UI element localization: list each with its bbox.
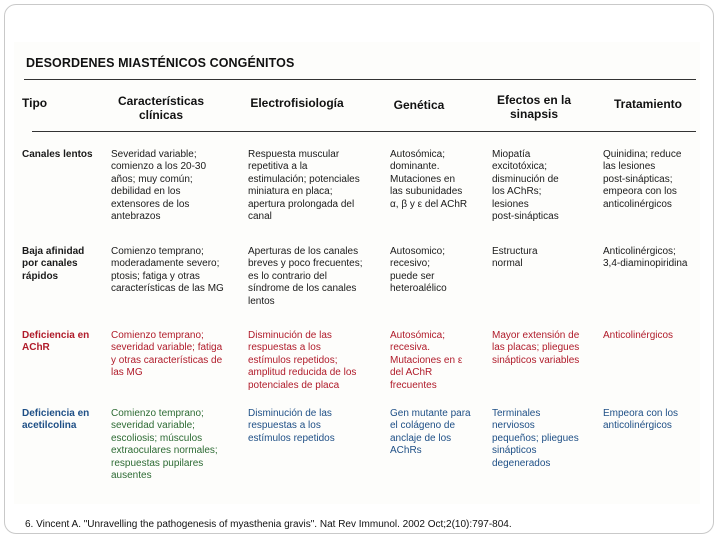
- row3-electro: Disminución de las respuestas a los estímulos repetidos; amplitud reducida de los potenciales de placa: [248, 330, 357, 391]
- row3-clinicas: Comienzo temprano; severidad variable; fatiga y otras características de las MG: [111, 330, 223, 379]
- row1-tratamiento: Quinidina; reduce las lesiones post-sinápticas; empeora con los anticolinérgicos: [603, 149, 682, 210]
- row4-clinicas: Comienzo temprano; severidad variable; escoliosis; músculos extraoculares normales; respuestas pupilares ausentes: [111, 408, 218, 482]
- header-tipo: Tipo: [22, 96, 48, 110]
- row1-genetica: Autosómica; dominante. Mutaciones en las subunidades α, β y ε del AChR: [390, 149, 468, 210]
- row3-tratamiento: Anticolinérgicos: [603, 330, 674, 341]
- header-rule: [32, 131, 696, 132]
- row3-genetica: Autosómica; recesiva. Mutaciones en ε del AChR frecuentes: [390, 330, 463, 391]
- header-electrofisiologia: Electrofisiología: [250, 96, 344, 110]
- row2-efectos: Estructura normal: [492, 246, 538, 270]
- row1-efectos: Miopatía excitotóxica; disminución de los AChRs; lesiones post-sinápticas: [492, 149, 559, 223]
- row4-genetica: Gen mutante para el colágeno de anclaje de los AChRs: [390, 408, 471, 457]
- row2-tipo: Baja afinidad por canales rápidos: [22, 246, 85, 282]
- row2-genetica: Autosomico; recesivo; puede ser heteroalélico: [390, 246, 447, 295]
- row1-tipo: Canales lentos: [22, 149, 93, 160]
- row2-electro: Aperturas de los canales breves y poco frecuentes; es lo contrario del síndrome de los canales lentos: [248, 246, 363, 307]
- header-genetica: Genética: [393, 98, 445, 112]
- row4-tratamiento: Empeora con los anticolinérgicos: [603, 408, 679, 432]
- table-image: [14, 42, 700, 504]
- header-efectos: Efectos en la sinapsis: [496, 93, 572, 121]
- citation: 6. Vincent A. "Unravelling the pathogenesis of myasthenia gravis". Nat Rev Immunol. 2002 Oct;2(10):797-804.: [25, 519, 512, 530]
- row2-clinicas: Comienzo temprano; moderadamente severo; ptosis; fatiga y otras características de las MG: [111, 246, 224, 295]
- title-rule: [24, 79, 696, 80]
- row4-tipo: Deficiencia en acetilcolina: [22, 408, 90, 432]
- row2-tratamiento: Anticolinérgicos; 3,4-diaminopiridina: [603, 246, 688, 270]
- row1-clinicas: Severidad variable; comienzo a los 20-30 años; muy común; debilidad en los extensores de los antebrazos: [111, 149, 207, 223]
- row4-efectos: Terminales nerviosos pequeños; pliegues sinápticos degenerados: [492, 408, 579, 469]
- header-caracteristicas: Características clínicas: [117, 94, 205, 122]
- header-tratamiento: Tratamiento: [613, 97, 682, 111]
- row3-tipo: Deficiencia en AChR: [22, 330, 90, 354]
- row4-electro: Disminución de las respuestas a los estímulos repetidos: [248, 408, 335, 444]
- table-title: DESORDENES MIASTÉNICOS CONGÉNITOS: [26, 56, 295, 70]
- row1-electro: Respuesta muscular repetitiva a la estimulación; potenciales miniatura en placa; apertura prolongada del canal: [248, 149, 360, 223]
- row3-efectos: Mayor extensión de las placas; pliegues sinápticos variables: [492, 330, 580, 366]
